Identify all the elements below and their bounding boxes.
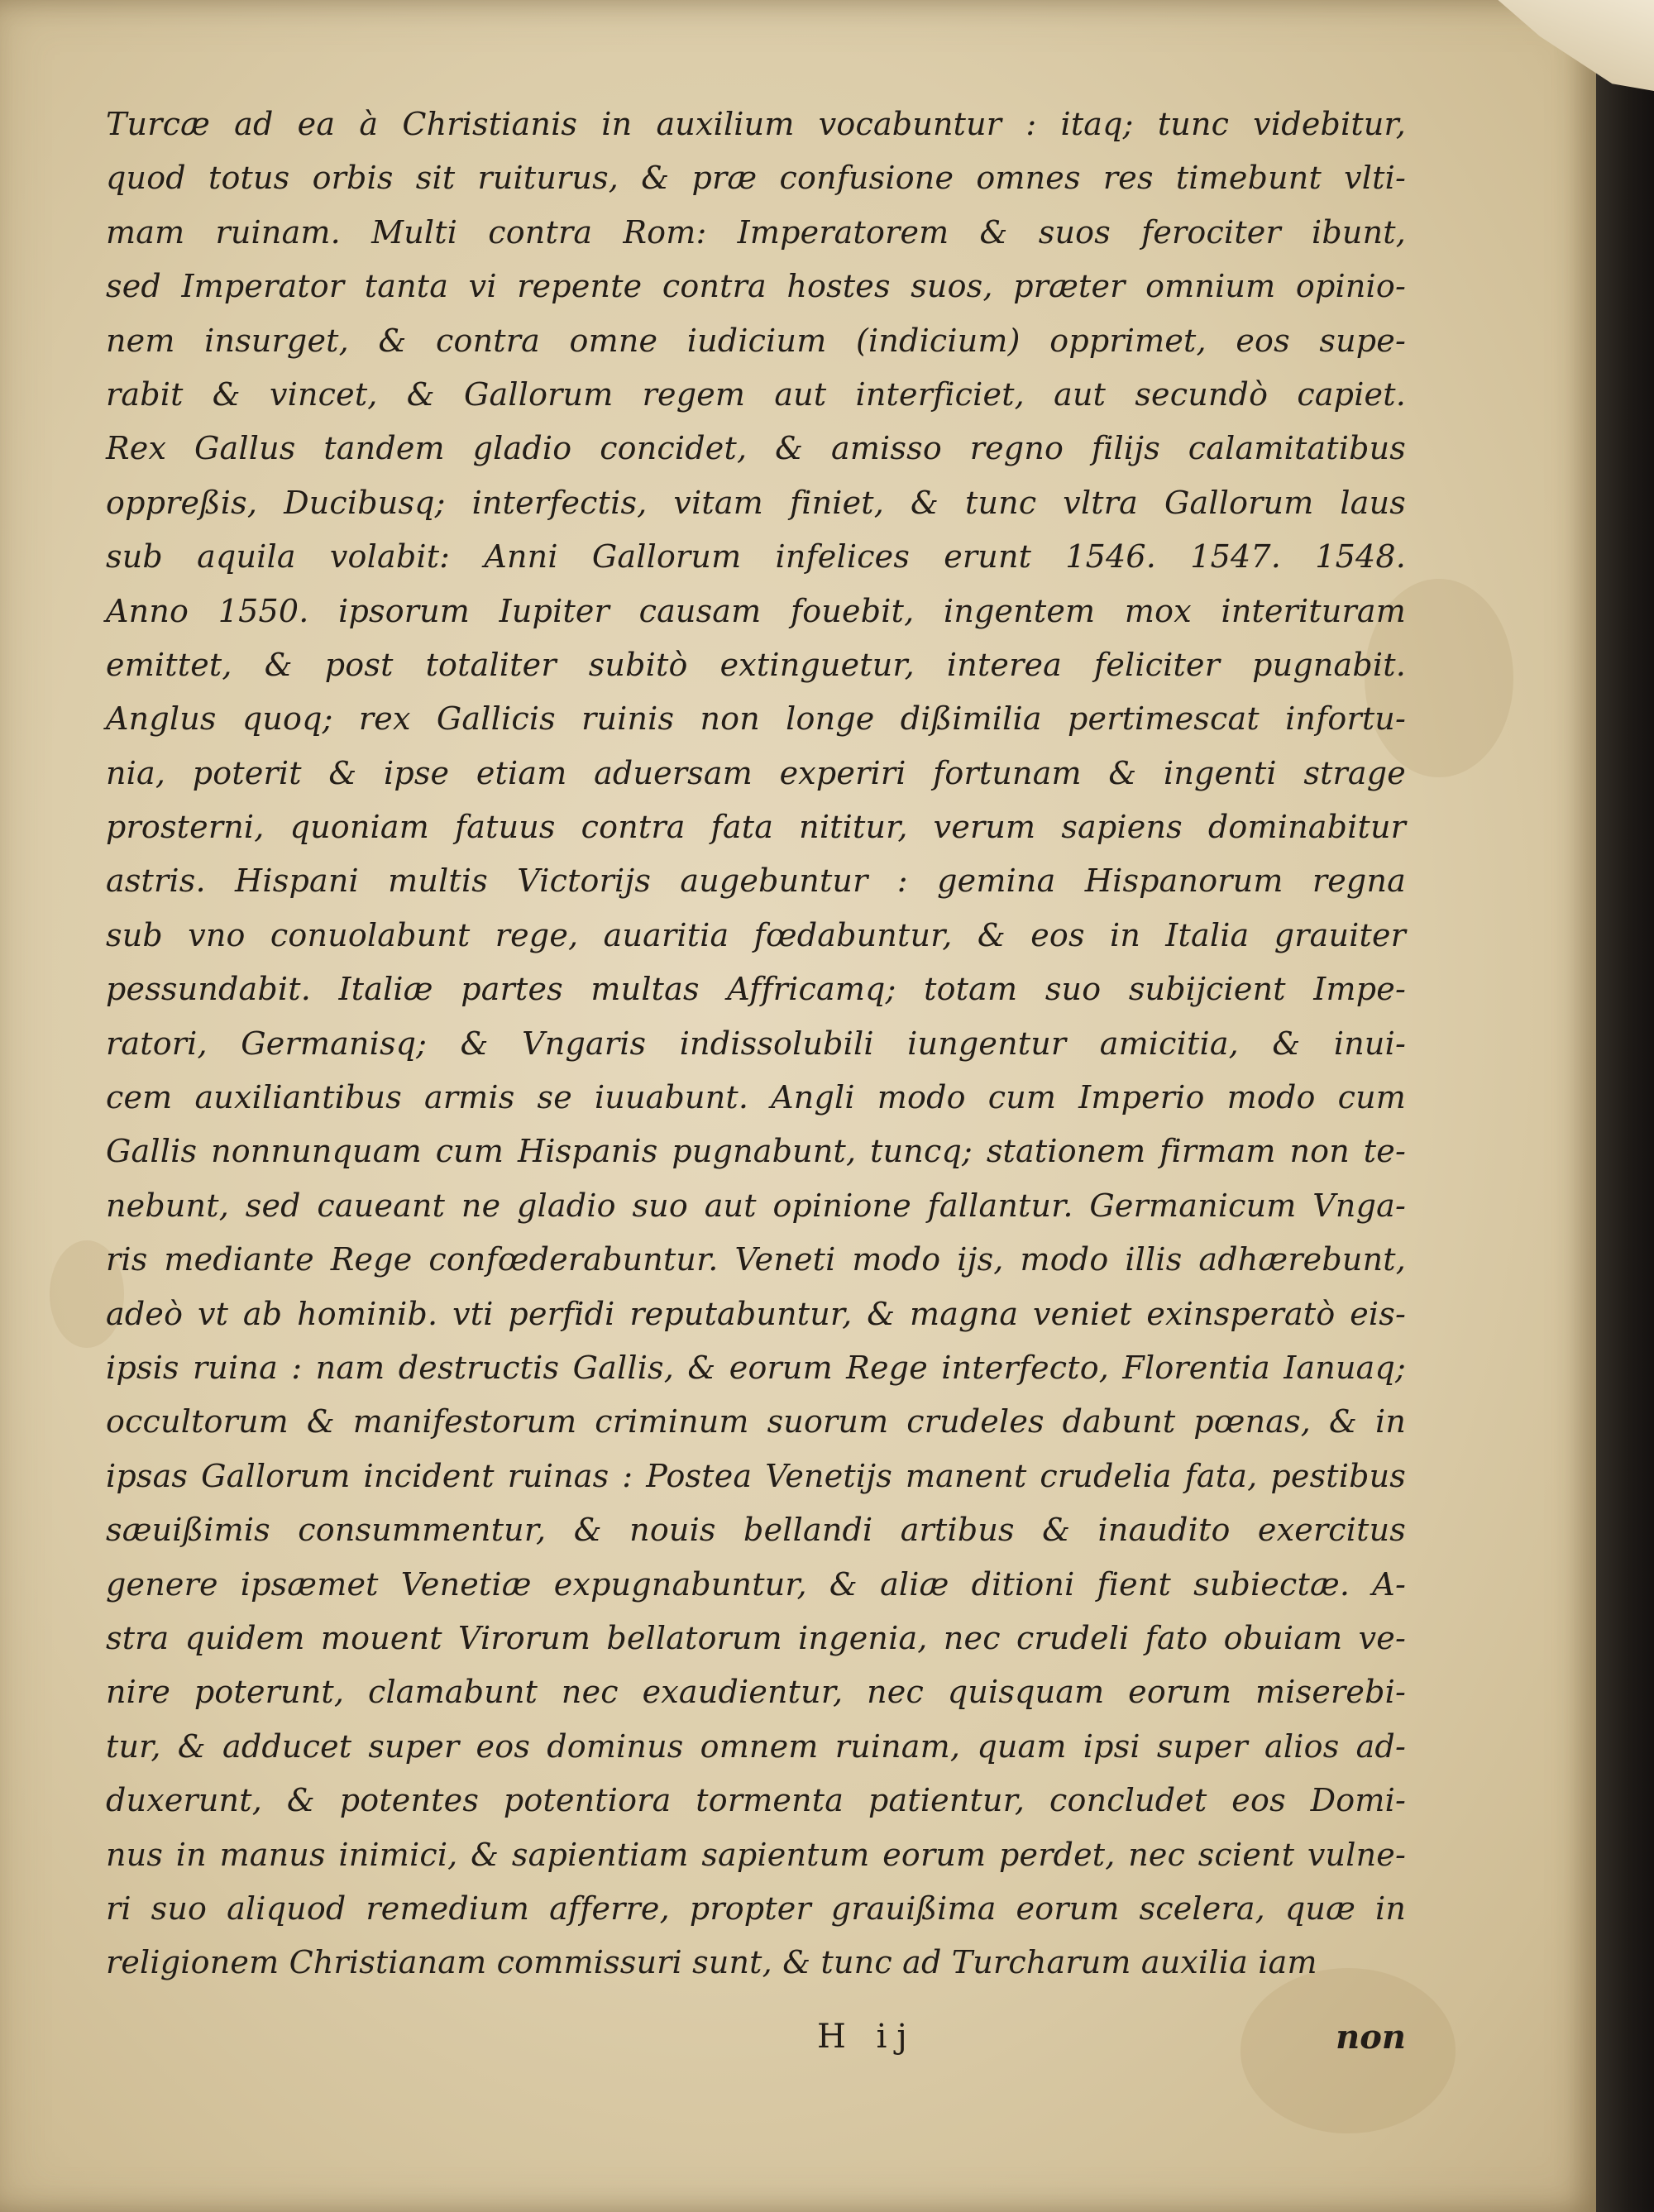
page-footer bbox=[106, 2018, 1406, 2076]
text-line: rabit & vincet, & Gallorum regem aut interficiet, aut secundò capiet. bbox=[106, 375, 1406, 413]
text-line: religionem Christianam commissuri sunt, & tunc ad Turcharum auxilia iam bbox=[106, 1944, 1317, 1981]
text-line: sed Imperator tanta vi repente contra hostes suos, præter omnium opinio- bbox=[106, 268, 1406, 305]
text-line: occultorum & manifestorum criminum suorum crudeles dabunt pœnas, & in bbox=[106, 1403, 1406, 1440]
catchword: non bbox=[1336, 2018, 1406, 2057]
text-line: ratori, Germanisq; & Vngaris indissolubili iungentur amicitia, & inui- bbox=[106, 1025, 1406, 1062]
text-line: stra quidem mouent Virorum bellatorum ingenia, nec crudeli fato obuiam ve- bbox=[106, 1619, 1406, 1656]
text-line: ri suo aliquod remedium afferre, propter grauißima eorum scelera, quæ in bbox=[106, 1890, 1406, 1927]
text-line: nebunt, sed caueant ne gladio suo aut opinione fallantur. Germanicum Vnga- bbox=[106, 1187, 1406, 1224]
text-line: nire poterunt, clamabunt nec exaudientur, nec quisquam eorum miserebi- bbox=[106, 1674, 1406, 1711]
text-line: mam ruinam. Multi contra Rom: Imperatorem & suos ferociter ibunt, bbox=[106, 213, 1406, 251]
text-line: tur, & adducet super eos dominus omnem ruinam, quam ipsi super alios ad- bbox=[106, 1727, 1406, 1765]
text-line: sub vno conuolabunt rege, auaritia fœdabuntur, & eos in Italia grauiter bbox=[106, 916, 1406, 953]
text-line: oppreßis, Ducibusq; interfectis, vitam finiet, & tunc vltra Gallorum laus bbox=[106, 484, 1406, 521]
scan-backdrop bbox=[1588, 0, 1654, 2212]
text-line: adeò vt ab hominib. vti perfidi reputabuntur, & magna veniet exinsperatò eis- bbox=[106, 1295, 1406, 1332]
text-line: Anglus quoq; rex Gallicis ruinis non longe dißimilia pertimescat infortu- bbox=[106, 700, 1406, 738]
text-line: Gallis nonnunquam cum Hispanis pugnabunt, tuncq; stationem firmam non te- bbox=[106, 1133, 1406, 1170]
text-line: nia, poterit & ipse etiam aduersam experiri fortunam & ingenti strage bbox=[106, 754, 1406, 791]
text-line: prosterni, quoniam fatuus contra fata nititur, verum sapiens dominabitur bbox=[106, 809, 1406, 846]
text-line: genere ipsæmet Venetiæ expugnabuntur, & aliæ ditioni fient subiectæ. A- bbox=[106, 1565, 1406, 1603]
text-line: Turcæ ad ea à Christianis in auxilium vocabuntur : itaq; tunc videbitur, bbox=[106, 106, 1406, 142]
text-line: emittet, & post totaliter subitò extinguetur, interea feliciter pugnabit. bbox=[106, 646, 1406, 683]
text-line: Rex Gallus tandem gladio concidet, & amisso regno filijs calamitatibus bbox=[106, 430, 1406, 467]
text-line: nem insurget, & contra omne iudicium (indicium) opprimet, eos supe- bbox=[106, 322, 1406, 359]
text-line: ipsis ruina : nam destructis Gallis, & eorum Rege interfecto, Florentia Ianuaq; bbox=[106, 1349, 1406, 1386]
signature-mark: H ij bbox=[817, 2018, 917, 2056]
text-line: cem auxiliantibus armis se iuuabunt. Angli modo cum Imperio modo cum bbox=[106, 1079, 1406, 1116]
text-line: ipsas Gallorum incident ruinas : Postea Venetijs manent crudelia fata, pestibus bbox=[106, 1457, 1406, 1494]
text-line: ris mediante Rege confœderabuntur. Veneti modo ijs, modo illis adhærebunt, bbox=[106, 1241, 1406, 1278]
text-line: duxerunt, & potentes potentiora tormenta patientur, concludet eos Domi- bbox=[106, 1782, 1406, 1819]
text-line: pessundabit. Italiæ partes multas Affricamq; totam suo subijcient Impe- bbox=[106, 971, 1406, 1008]
text-line: quod totus orbis sit ruiturus, & præ confusione omnes res timebunt vlti- bbox=[106, 160, 1406, 197]
text-line: sub aquila volabit: Anni Gallorum infelices erunt 1546. 1547. 1548. bbox=[106, 538, 1406, 576]
body-text bbox=[106, 98, 1406, 1990]
text-line: astris. Hispani multis Victorijs augebuntur : gemina Hispanorum regna bbox=[106, 862, 1406, 900]
text-line: sæuißimis consummentur, & nouis bellandi artibus & inaudito exercitus bbox=[106, 1512, 1406, 1549]
text-line: nus in manus inimici, & sapientiam sapientum eorum perdet, nec scient vulne- bbox=[106, 1836, 1406, 1873]
text-line: Anno 1550. ipsorum Iupiter causam fouebit, ingentem mox interituram bbox=[106, 592, 1406, 629]
